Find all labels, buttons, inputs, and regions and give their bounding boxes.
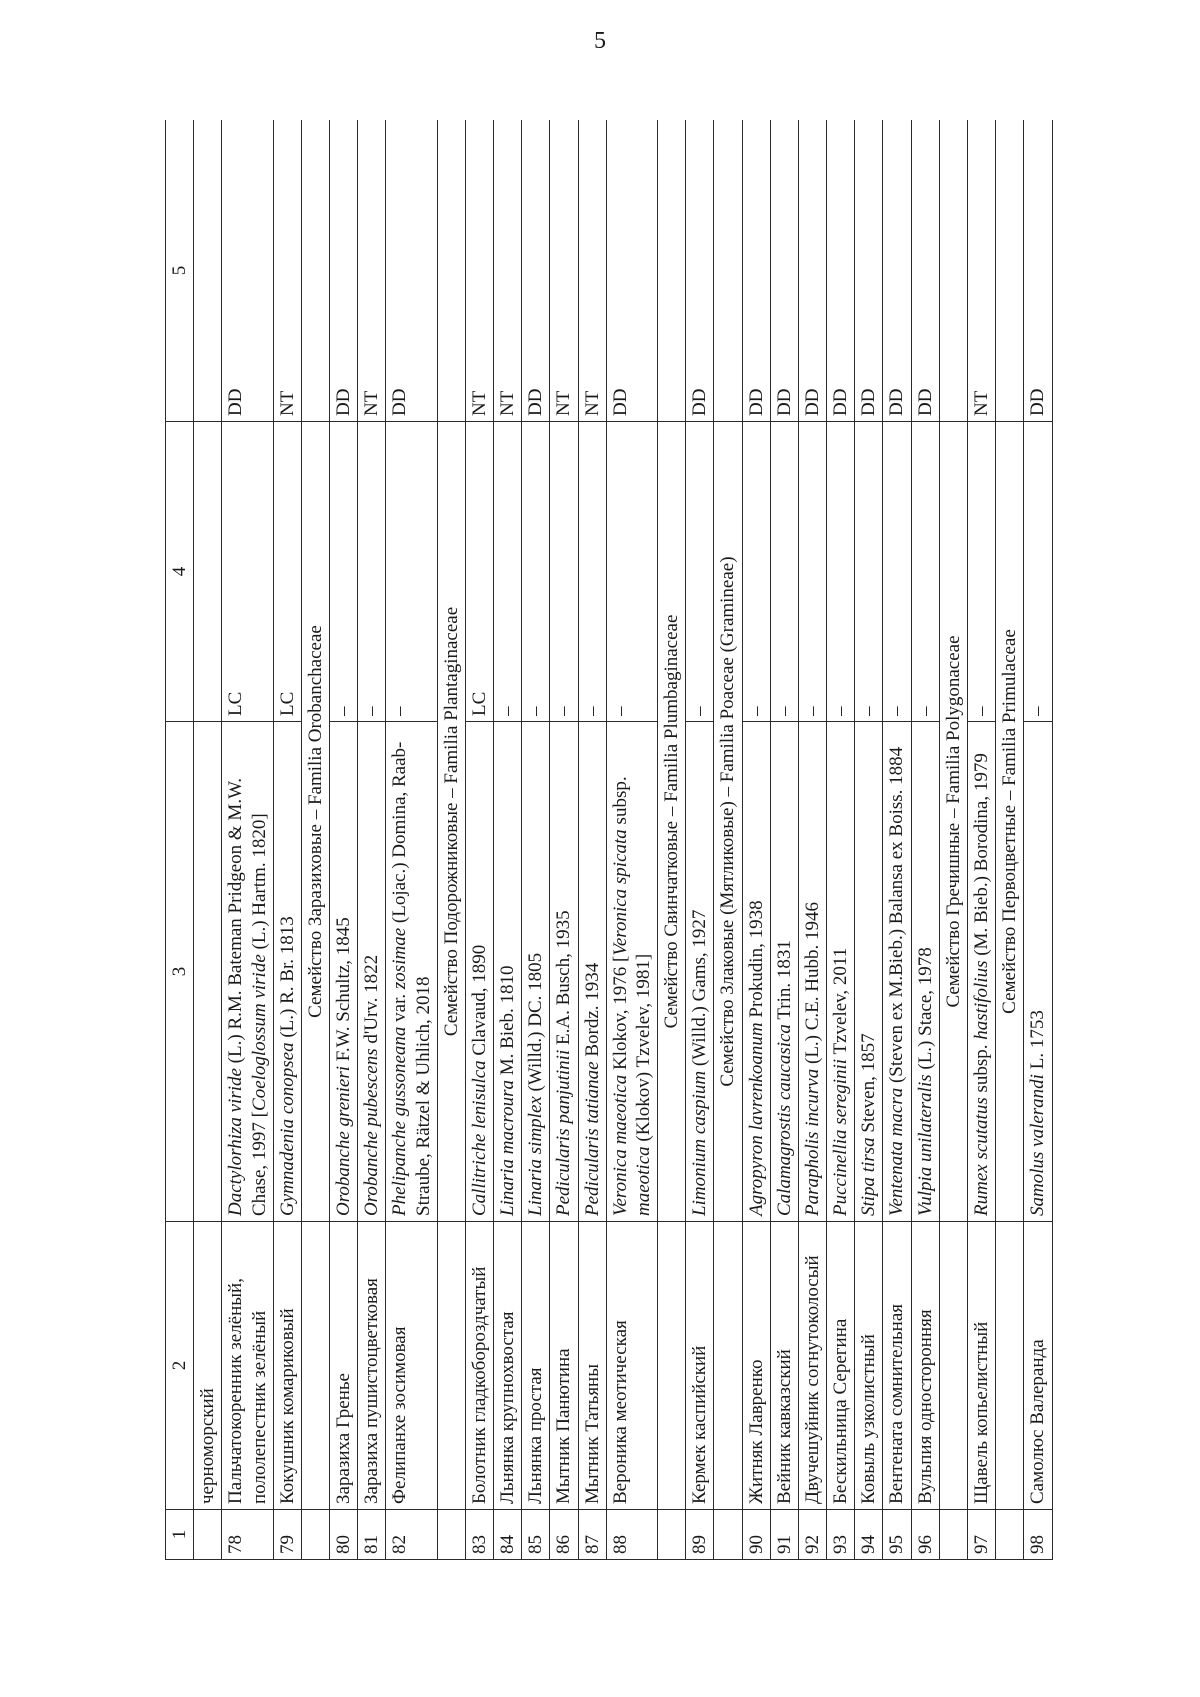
family-row-empty-cell <box>996 1222 1024 1510</box>
family-row-empty-cell <box>714 1222 742 1510</box>
latin-name <box>742 722 770 1222</box>
status-col-4: – <box>606 422 657 722</box>
family-row-empty-cell <box>658 1222 686 1510</box>
latin-name-text: d'Urv. 1822 <box>361 954 383 1049</box>
family-row-empty-cell <box>714 120 742 422</box>
family-heading: Семейство Первоцветные – Familia Primulaceae <box>996 422 1024 1222</box>
latin-name <box>494 722 522 1222</box>
family-row-empty-cell <box>658 1510 686 1560</box>
status-col-5: NT <box>494 120 522 422</box>
latin-name-italic: Callitriche lenisulca <box>468 1060 490 1216</box>
latin-name-italic: Veronica spicata <box>609 829 631 956</box>
rotated-page <box>165 120 1165 1560</box>
latin-name-text: Clavaud, 1890 <box>468 944 490 1061</box>
latin-name-italic: Veronica maeotica <box>609 1074 631 1216</box>
status-col-5: DD <box>386 120 437 422</box>
status-col-5: NT <box>273 120 301 422</box>
status-col-5: DD <box>770 120 798 422</box>
latin-name-text: (Klokov) Tzvelev, 1981] <box>632 953 654 1147</box>
russian-name: Мытник Панютина <box>550 1222 578 1510</box>
family-row <box>301 120 329 1560</box>
row-number: 96 <box>911 1510 939 1560</box>
latin-name-italic: Coeloglossum viride <box>248 954 270 1111</box>
latin-name-italic: Dactylorhiza viride <box>225 1068 247 1216</box>
family-row <box>996 120 1024 1560</box>
family-row-empty-cell <box>437 1222 465 1510</box>
latin-name-text: Prokudin, 1938 <box>745 900 767 1023</box>
latin-name-italic: maeotica <box>632 1146 654 1216</box>
row-number: 90 <box>742 1510 770 1560</box>
family-heading: Семейство Гречишные – Familia Polygonaceae <box>939 422 967 1222</box>
row-number: 94 <box>855 1510 883 1560</box>
family-row <box>939 120 967 1560</box>
status-col-4: LC <box>222 422 273 722</box>
latin-name-text: subsp. <box>609 776 631 830</box>
table-row <box>358 120 386 1560</box>
latin-name <box>273 722 301 1222</box>
family-row <box>658 120 686 1560</box>
table-row <box>522 120 550 1560</box>
table-row <box>855 120 883 1560</box>
family-row-empty-cell <box>301 120 329 422</box>
family-row-empty-cell <box>658 120 686 422</box>
latin-name <box>222 722 273 1222</box>
family-row <box>437 120 465 1560</box>
latin-name-text: F.W. Schultz, 1845 <box>333 917 355 1066</box>
status-col-5: NT <box>358 120 386 422</box>
row-number: 82 <box>386 1510 437 1560</box>
status-col-4: LC <box>273 422 301 722</box>
row-number: 79 <box>273 1510 301 1560</box>
table-header-row <box>166 120 194 1560</box>
latin-name <box>578 722 606 1222</box>
latin-name-text: (L.) R. Br. 1813 <box>276 916 298 1043</box>
russian-name: Щавель копьелистный <box>967 1222 995 1510</box>
status-col-4: – <box>686 422 714 722</box>
family-row-empty-cell <box>939 1222 967 1510</box>
status-col-5: DD <box>686 120 714 422</box>
status-col-4: – <box>827 422 855 722</box>
row-number: 83 <box>465 1510 493 1560</box>
status-col-5: DD <box>827 120 855 422</box>
status-col-4: – <box>494 422 522 722</box>
russian-name: Кермек каспийский <box>686 1222 714 1510</box>
table-row <box>550 120 578 1560</box>
status-col-4: LC <box>465 422 493 722</box>
table-row <box>1024 120 1052 1560</box>
row-number: 97 <box>967 1510 995 1560</box>
latin-name-italic: Ventenata macra <box>886 1087 908 1216</box>
status-col-4: – <box>330 422 358 722</box>
status-col-5: NT <box>967 120 995 422</box>
table-row <box>686 120 714 1560</box>
table-row <box>827 120 855 1560</box>
header-col-2: 2 <box>166 1222 194 1510</box>
family-row-empty-cell <box>996 120 1024 422</box>
russian-name: Заразиха пушистоцветковая <box>358 1222 386 1510</box>
latin-name-text: (Willd.) Gams, 1927 <box>689 909 711 1071</box>
latin-name <box>358 722 386 1222</box>
latin-name-text: L. 1753 <box>1027 1010 1049 1075</box>
latin-name-italic: Rumex scutatus <box>970 1097 992 1216</box>
table-row <box>883 120 911 1560</box>
latin-name-italic: Pedicularis tatianae <box>581 1061 603 1216</box>
latin-name-italic: Calamagrostis caucasica <box>773 1024 795 1216</box>
russian-name: Льнянка простая <box>522 1222 550 1510</box>
russian-name: Самолюс Валеранда <box>1024 1222 1052 1510</box>
russian-name: Вульпия односторонняя <box>911 1222 939 1510</box>
latin-name <box>883 722 911 1222</box>
russian-name: Вентената сомнительная <box>883 1222 911 1510</box>
status-col-4: – <box>578 422 606 722</box>
latin-name-text: Tzvelev, 2011 <box>830 947 852 1059</box>
row-number: 85 <box>522 1510 550 1560</box>
table-row <box>330 120 358 1560</box>
row-number: 93 <box>827 1510 855 1560</box>
status-col-4: – <box>522 422 550 722</box>
row-number: 84 <box>494 1510 522 1560</box>
family-heading: Семейство Злаковые (Мятликовые) – Familia Poaceae (Gramineae) <box>714 422 742 1222</box>
family-heading: Семейство Свинчатковые – Familia Plumbaginaceae <box>658 422 686 1222</box>
latin-name-italic: Vulpia unilateralis <box>914 1074 936 1216</box>
status-col-5: DD <box>606 120 657 422</box>
status-col-5: DD <box>883 120 911 422</box>
status-col-4: – <box>358 422 386 722</box>
row-number: 80 <box>330 1510 358 1560</box>
latin-name-text: Klokov, 1976 [ <box>609 955 631 1075</box>
table-body <box>194 120 1052 1560</box>
table-row <box>386 120 437 1560</box>
table-row <box>770 120 798 1560</box>
latin-name <box>522 722 550 1222</box>
status-col-5: DD <box>742 120 770 422</box>
status-col-5: DD <box>522 120 550 422</box>
latin-name-text: Steven, 1857 <box>858 1033 880 1138</box>
latin-name <box>386 722 437 1222</box>
latin-name-italic: Orobanche grenieri <box>333 1065 355 1216</box>
latin-name-text: (L.) Stace, 1978 <box>914 947 936 1075</box>
row-number: 88 <box>606 1510 657 1560</box>
latin-name-italic: Parapholis incurva <box>801 1068 823 1216</box>
russian-name: Вероника меотическая <box>606 1222 657 1510</box>
table-row <box>742 120 770 1560</box>
latin-name-italic: Puccinellia sereginii <box>830 1058 852 1216</box>
latin-name-italic: Linaria simplex <box>525 1096 547 1216</box>
latin-name-italic: Stipa tirsa <box>858 1137 880 1216</box>
russian-name: Житняк Лавренко <box>742 1222 770 1510</box>
table-row <box>494 120 522 1560</box>
row-number: 89 <box>686 1510 714 1560</box>
russian-name: Пальчатокоренник зелёный, пололепестник зелёный <box>222 1222 273 1510</box>
latin-name <box>606 722 657 1222</box>
status-col-4: – <box>911 422 939 722</box>
header-col-5: 5 <box>166 120 194 422</box>
status-col-5: DD <box>1024 120 1052 422</box>
status-col-4: – <box>855 422 883 722</box>
latin-name-text: var. <box>389 989 411 1027</box>
status-col-4: – <box>883 422 911 722</box>
header-col-1: 1 <box>166 1510 194 1560</box>
status-col-5: DD <box>222 120 273 422</box>
latin-name <box>194 722 222 1222</box>
status-col-5: NT <box>578 120 606 422</box>
latin-name <box>770 722 798 1222</box>
latin-name <box>550 722 578 1222</box>
russian-name: черноморский <box>194 1222 222 1510</box>
status-col-5: DD <box>911 120 939 422</box>
family-heading: Семейство Подорожниковые – Familia Plantaginaceae <box>437 422 465 1222</box>
latin-name-text: subsp. <box>970 1039 992 1098</box>
table-row <box>578 120 606 1560</box>
latin-name <box>855 722 883 1222</box>
table-row <box>465 120 493 1560</box>
family-heading: Семейство Заразиховые – Familia Orobanchaceae <box>301 422 329 1222</box>
table-row <box>222 120 273 1560</box>
row-number: 92 <box>798 1510 826 1560</box>
latin-name-italic: Samolus valerandi <box>1027 1074 1049 1216</box>
row-number: 86 <box>550 1510 578 1560</box>
status-col-4: – <box>742 422 770 722</box>
latin-name-text: (Lojac.) Domina, Raab-Straube, Rätzel & Uhlich, 2018 <box>389 741 434 1216</box>
latin-name-text: E.A. Busch, 1935 <box>553 910 575 1050</box>
latin-name-italic: zosimae <box>389 927 411 990</box>
row-number: 81 <box>358 1510 386 1560</box>
family-row <box>714 120 742 1560</box>
russian-name: Фелипанхе зосимовая <box>386 1222 437 1510</box>
latin-name-italic: Linaria macroura <box>497 1079 519 1216</box>
latin-name-text: (M. Bieb.) Borodina, 1979 <box>970 753 992 961</box>
family-row-empty-cell <box>939 1510 967 1560</box>
latin-name <box>686 722 714 1222</box>
latin-name-italic: hastifolius <box>970 960 992 1040</box>
family-row-empty-cell <box>996 1510 1024 1560</box>
row-number: 87 <box>578 1510 606 1560</box>
latin-name <box>967 722 995 1222</box>
status-col-4: – <box>386 422 437 722</box>
row-number: 91 <box>770 1510 798 1560</box>
row-number <box>194 1510 222 1560</box>
russian-name: Ковыль узколистный <box>855 1222 883 1510</box>
family-row-empty-cell <box>437 1510 465 1560</box>
table-row <box>273 120 301 1560</box>
latin-name-italic: Gymnadenia conopsea <box>276 1042 298 1216</box>
latin-name <box>1024 722 1052 1222</box>
latin-name-text: (L.) R.M. Bateman Pridgeon & M.W. Chase, 1997 [ <box>225 777 270 1216</box>
latin-name-text: Trin. 1831 <box>773 940 795 1025</box>
russian-name: Двучешуйник согнутоколосый <box>798 1222 826 1510</box>
latin-name <box>827 722 855 1222</box>
status-col-4: – <box>967 422 995 722</box>
status-col-5: DD <box>330 120 358 422</box>
status-col-4: – <box>1024 422 1052 722</box>
header-col-3: 3 <box>166 722 194 1222</box>
page-number: 5 <box>594 28 606 54</box>
family-row-empty-cell <box>714 1510 742 1560</box>
status-col-4: – <box>550 422 578 722</box>
latin-name-text: (L.) Hartm. 1820] <box>248 813 270 955</box>
russian-name: Болотник гладкобороздчатый <box>465 1222 493 1510</box>
russian-name: Заразиха Гренье <box>330 1222 358 1510</box>
status-col-4 <box>194 422 222 722</box>
latin-name-text: (Willd.) DC. 1805 <box>525 952 547 1097</box>
latin-name <box>798 722 826 1222</box>
status-col-4: – <box>770 422 798 722</box>
status-col-5: NT <box>550 120 578 422</box>
russian-name: Кокушник комариковый <box>273 1222 301 1510</box>
table-row <box>911 120 939 1560</box>
table-row <box>967 120 995 1560</box>
family-row-empty-cell <box>301 1510 329 1560</box>
latin-name <box>911 722 939 1222</box>
row-number: 98 <box>1024 1510 1052 1560</box>
family-row-empty-cell <box>301 1222 329 1510</box>
latin-name-text: (L.) C.E. Hubb. 1946 <box>801 901 823 1069</box>
table-row <box>606 120 657 1560</box>
latin-name-text: Bordz. 1934 <box>581 962 603 1062</box>
family-row-empty-cell <box>939 120 967 422</box>
latin-name <box>330 722 358 1222</box>
header-col-4: 4 <box>166 422 194 722</box>
table-row <box>798 120 826 1560</box>
latin-name-text: (Steven ex M.Bieb.) Balansa ex Boiss. 1884 <box>886 746 908 1088</box>
latin-name-text: M. Bieb. 1810 <box>497 965 519 1080</box>
status-col-5: DD <box>855 120 883 422</box>
russian-name: Вейник кавказский <box>770 1222 798 1510</box>
russian-name: Льнянка крупнохвостая <box>494 1222 522 1510</box>
latin-name <box>465 722 493 1222</box>
latin-name-italic: Phelipanche gussoneana <box>389 1026 411 1216</box>
species-table <box>165 120 1053 1560</box>
row-number: 95 <box>883 1510 911 1560</box>
rotated-table-container <box>165 120 1165 1560</box>
status-col-5 <box>194 120 222 422</box>
status-col-4: – <box>798 422 826 722</box>
latin-name-italic: Orobanche pubescens <box>361 1048 383 1216</box>
latin-name-italic: Agropyron lavrenkoanum <box>745 1022 767 1216</box>
row-number: 78 <box>222 1510 273 1560</box>
russian-name: Бескильница Серегина <box>827 1222 855 1510</box>
table-row <box>194 120 222 1560</box>
status-col-5: NT <box>465 120 493 422</box>
latin-name-italic: Limonium caspium <box>689 1070 711 1216</box>
russian-name: Мытник Татьяны <box>578 1222 606 1510</box>
status-col-5: DD <box>798 120 826 422</box>
latin-name-italic: Pedicularis panjutinii <box>553 1049 575 1216</box>
family-row-empty-cell <box>437 120 465 422</box>
